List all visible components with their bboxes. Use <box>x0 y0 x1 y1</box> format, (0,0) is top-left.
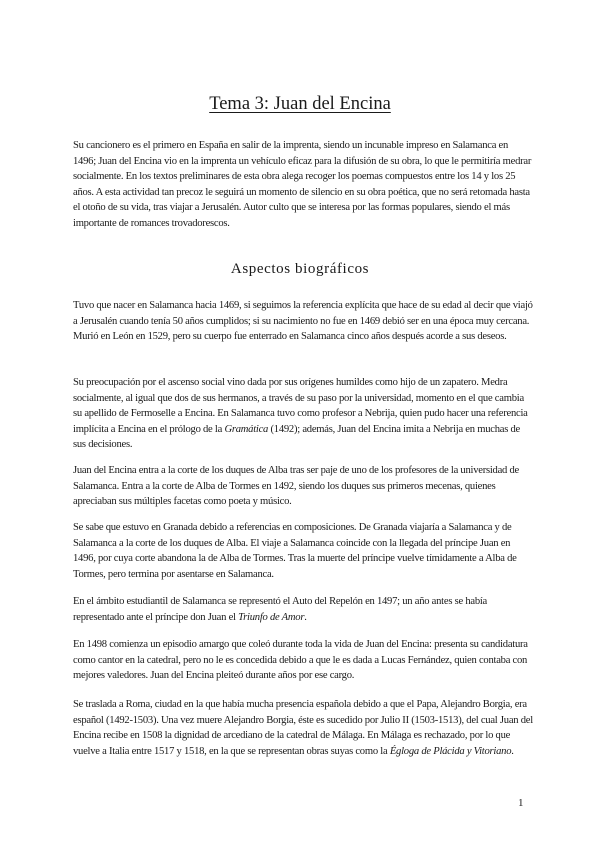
paragraph-4: Se sabe que estuvo en Granada debido a referencias en composiciones. De Granada viajaría a Salamanca y de Salamanca a la corte de los duques de Alba. El viaje a Salamanca coincide con la llegada del príncipe Juan en 1496, por cuya corte abandona la de Alba de Tormes. Tras la muerte del príncipe vuelve tímidamente a Alba de Tormes, pero termina por asentarse en Salamanca. <box>73 522 517 580</box>
paragraph-1: Tuvo que nacer en Salamanca hacia 1469, si seguimos la referencia explícita que hace de su edad al decir que viajó a Jerusalén cuando tenía 50 años cumplidos; si su nacimiento no fue en 1469 debió ser en una época muy cercana. Murió en León en 1529, pero su cuerpo fue enterrado en Salamanca cinco años después acorde a sus deseos. <box>73 300 533 343</box>
page-number: 1 <box>518 797 524 809</box>
section-heading: Aspectos biográficos <box>230 261 370 277</box>
paragraph-5-text-a: En el ámbito estudiantil de Salamanca se representó el Auto del Repelón en 1497; un año antes se había representado ante el príncipe don Juan el <box>73 596 488 623</box>
paragraph-6: En 1498 comienza un episodio amargo que coleó durante toda la vida de Juan del Encina: presenta su candidatura como cantor en la catedral, pero no le es concedida debido a que le es dada a Lucas Fernández, quien contaba con mejores valedores. Juan del Encina pleiteó durante años por ese cargo. <box>73 639 528 682</box>
paragraph-2 <box>73 375 533 453</box>
paragraph-7 <box>73 697 533 759</box>
intro-paragraph: Su cancionero es el primero en España en salir de la imprenta, siendo un incunable impreso en Salamanca en 1496; Juan del Encina vio en la imprenta un vehículo eficaz para la difusión de su obra, lo que le permitiría medrar socialmente. En los textos preliminares de esta obra alega recoger los poemas compuestos entre los 14 y los 25 años. A esta actividad tan precoz le seguirá un momento de silencio en su obra poética, que no será retomada hasta el otoño de su vida, tras viajar a Jerusalén. Autor culto que se interesa por las formas populares, siendo el más importante de romances trovadorescos. <box>73 140 532 229</box>
paragraph-2-text-b: (1492); además, Juan del Encina imita a Nebrija en muchas de sus decisiones. <box>73 423 520 451</box>
paragraph-7-text-a: Se traslada a Roma, ciudad en la que había mucha presencia española debido a que el Papa, Alejandro Borgia, era español (1492-1503). Una vez muere Alejandro Borgia, éste es sucedido por Julio II (1503-1513), del cual Juan del Encina recibe en 1508 la dignidad de arcediano de la catedral de Málaga. En Málaga es rechazado, por lo que vuelve a Italia entre 1517 y 1518, en la que se representan obras suyas como la <box>73 699 533 757</box>
paragraph-5-text-b: . <box>304 611 307 623</box>
page-title: Tema 3: Juan del Encina <box>209 94 391 114</box>
gramatica-title: Gramática <box>224 423 269 435</box>
egloga-title: Égloga de Plácida y Vitoriano <box>389 745 512 757</box>
paragraph-5 <box>73 594 533 625</box>
paragraph-3: Juan del Encina entra a la corte de los duques de Alba tras ser paje de uno de los profesores de la universidad de Salamanca. Entra a la corte de Alba de Tormes en 1492, siendo los duques sus primeros mecenas, quienes apreciaban sus múltiples facetas como poeta y músico. <box>73 465 519 508</box>
paragraph-7-text-b: . <box>511 745 514 757</box>
triunfo-de-amor-title: Triunfo de Amor <box>238 611 305 623</box>
paragraph-2-text-a: Su preocupación por el ascenso social vino dada por sus orígenes humildes como hijo de un zapatero. Medra socialmente, al igual que dos de sus hermanos, a través de su paso por la universidad, momento en el que cambia su apellido de Fermoselle a Encina. En Salamanca tuvo como profesor a Nebrija, quien pudo hacer una referencia implícita a Encina en el prólogo de la <box>73 377 528 435</box>
